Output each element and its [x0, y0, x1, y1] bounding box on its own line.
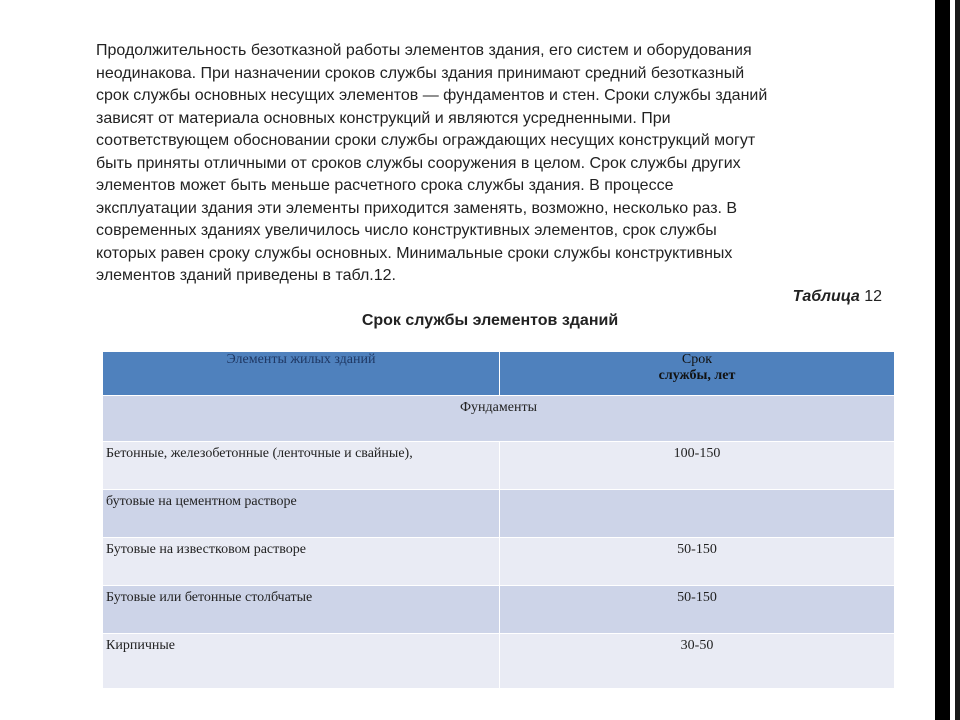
- row-value: 50-150: [500, 586, 895, 634]
- intro-line: элементов может быть меньше расчетного срока службы здания. В процессе: [96, 177, 674, 194]
- table-header-row: [103, 352, 895, 396]
- row-name: Бутовые на известковом растворе: [103, 538, 500, 586]
- table-row: [103, 538, 895, 586]
- intro-line: современных зданиях увеличилось число конструктивных элементов, срок службы: [96, 222, 717, 239]
- table-row: [103, 490, 895, 538]
- intro-line: Продолжительность безотказной работы элементов здания, его систем и оборудования: [96, 42, 752, 59]
- intro-line: эксплуатации здания эти элементы приходится заменять, возможно, несколько раз. В: [96, 199, 738, 217]
- header-elements: Элементы жилых зданий: [103, 352, 500, 396]
- table-caption: [793, 288, 882, 306]
- intro-line: срок службы основных несущих элементов — фундаментов и стен. Сроки службы зданий: [96, 87, 768, 104]
- row-name: Кирпичные: [103, 634, 500, 689]
- header-term-line1: Срок: [681, 352, 713, 367]
- decorative-side-bar: [935, 0, 950, 720]
- row-value: 50-150: [500, 538, 895, 586]
- row-value: [500, 490, 895, 538]
- table-caption-number: 12: [864, 288, 882, 305]
- header-term-line2: службы, лет: [658, 368, 736, 383]
- row-name: Бетонные, железобетонные (ленточные и свайные),: [103, 442, 500, 490]
- section-foundations: Фундаменты: [103, 396, 895, 442]
- intro-line: соответствующем обосновании сроки службы ограждающих несущих конструкций могут: [96, 132, 756, 149]
- row-name: бутовые на цементном растворе: [103, 490, 500, 538]
- row-name: Бутовые или бетонные столбчатые: [103, 586, 500, 634]
- service-life-table: [102, 351, 895, 689]
- intro-paragraph: [96, 40, 896, 288]
- intro-line: быть приняты отличными от сроков службы сооружения в целом. Срок службы других: [96, 154, 741, 172]
- row-value: 100-150: [500, 442, 895, 490]
- table-row: [103, 442, 895, 490]
- intro-line: зависят от материала основных конструкций и являются усредненными. При: [96, 109, 671, 127]
- table-title: Срок службы элементов зданий: [361, 312, 619, 329]
- intro-line: элементов зданий приведены в табл.12.: [96, 267, 396, 284]
- section-row: [103, 396, 895, 442]
- intro-line: которых равен сроку службы основных. Минимальные сроки службы конструктивных: [96, 244, 733, 262]
- table-caption-word: Таблица: [792, 288, 860, 305]
- header-service-term: [500, 352, 895, 396]
- row-value: 30-50: [500, 634, 895, 689]
- intro-line: неодинакова. При назначении сроков службы здания принимают средний безотказный: [96, 64, 745, 82]
- table-row: [103, 586, 895, 634]
- table-row: [103, 634, 895, 689]
- decorative-side-line: [955, 0, 960, 720]
